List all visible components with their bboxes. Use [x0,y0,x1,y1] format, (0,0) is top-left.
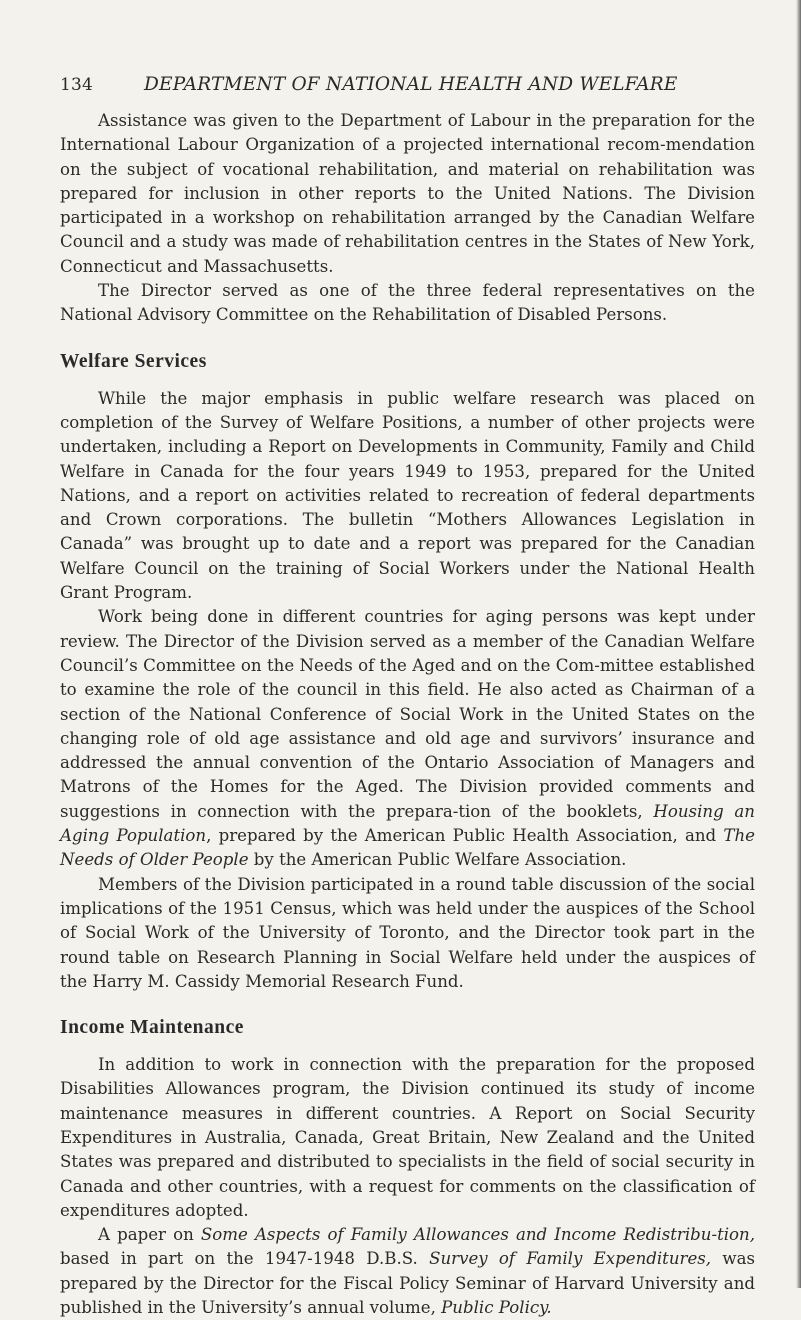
text-run: based in part on the 1947-1948 D.B.S. [60,1249,430,1269]
italic-title: Some Aspects of Family Allowances and Income Redistribu-tion, [200,1225,755,1245]
text-run: The Director served as one of the three federal representatives on the National Advisory Committee on the Rehabilitation of Disabled Persons. [60,281,755,325]
paragraph [60,109,755,279]
running-title: DEPARTMENT OF NATIONAL HEALTH AND WELFARE [144,74,678,95]
text-run: , prepared by the American Public Health Association, and [206,826,724,846]
paragraph [60,279,755,328]
section-heading-income-maintenance: Income Maintenance [60,1017,244,1039]
running-header [60,74,755,95]
section-heading-welfare-services: Welfare Services [60,350,207,372]
italic-title: Housing an Aging Population [60,801,755,846]
text-run: While the major emphasis in public welfare research was placed on completion of the Survey of Welfare Positions, a number of other projects were undertaken, including a Report on Developments in Community, Family and Child Welfare in Canada for the four years 1949 to 1953, prepared for the United Nations, and a report on activities related to recreation of federal departments and Crown corporations. The bulletin “Mothers Allowances Legislation in Canada” was brought up to date and a report was prepared for the Canadian Welfare Council on the training of Social Workers under the National Health Grant Program. [60,388,755,603]
paragraph [60,873,755,994]
text-run: In addition to work in connection with the preparation for the proposed Disabilities Allowances program, the Division continued its study of income maintenance measures in different countries. A Report on Social Security Expenditures in Australia, Canada, Great Britain, New Zealand and the United States was prepared and distributed to specialists in the field of social security in Canada and other countries, with a request for comments on the classification of expenditures adopted. [60,1055,755,1220]
italic-title: Public Policy. [441,1298,552,1318]
text-run: A paper on [98,1225,201,1245]
text-run: by the American Public Welfare Association. [248,850,627,870]
page-number: 134 [60,75,94,95]
document-page [60,74,755,1320]
text-run: was prepared by the Director for the Fiscal Policy Seminar of Harvard University and published in the University’s annual volume, [60,1249,756,1318]
text-run: Members of the Division participated in a round table discussion of the social implications of the 1951 Census, which was held under the auspices of the School of Social Work of the University of Toronto, and the Director took part in the round table on Research Planning in Social Welfare held under the auspices of the Harry M. Cassidy Memorial Research Fund. [60,874,755,991]
text-run: Work being done in different countries for aging persons was kept under review. The Director of the Division served as a member of the Canadian Welfare Council’s Committee on the Needs of the Aged and on the Com-mittee established to examine the role of the council in this field. He also acted as Chairman of a section of the National Conference of Social Work in the United States on the changing role of old age assistance and old age and survivors’ insurance and addressed the annual convention of the Ontario Association of Managers and Matrons of the Homes for the Aged. The Division provided comments and suggestions in connection with the prepara-tion of the booklets, [60,607,755,821]
italic-title: Survey of Family Expenditures, [429,1249,712,1269]
paragraph [60,1223,755,1320]
paragraph [60,387,755,606]
paragraph [60,605,755,872]
page-edge-shadow [796,0,801,1288]
italic-title: The Needs of Older People [60,826,755,870]
text-run: Assistance was given to the Department of Labour in the preparation for the International Labour Organization of a projected international recom-mendation on the subject of vocational rehabilitation, and material on rehabilitation was prepared for inclusion in other reports to the United Nations. The Division participated in a workshop on rehabilitation arranged by the Canadian Welfare Council and a study was made of rehabilitation centres in the States of New York, Connecticut and Massachusetts. [60,111,755,276]
paragraph [60,1053,755,1223]
